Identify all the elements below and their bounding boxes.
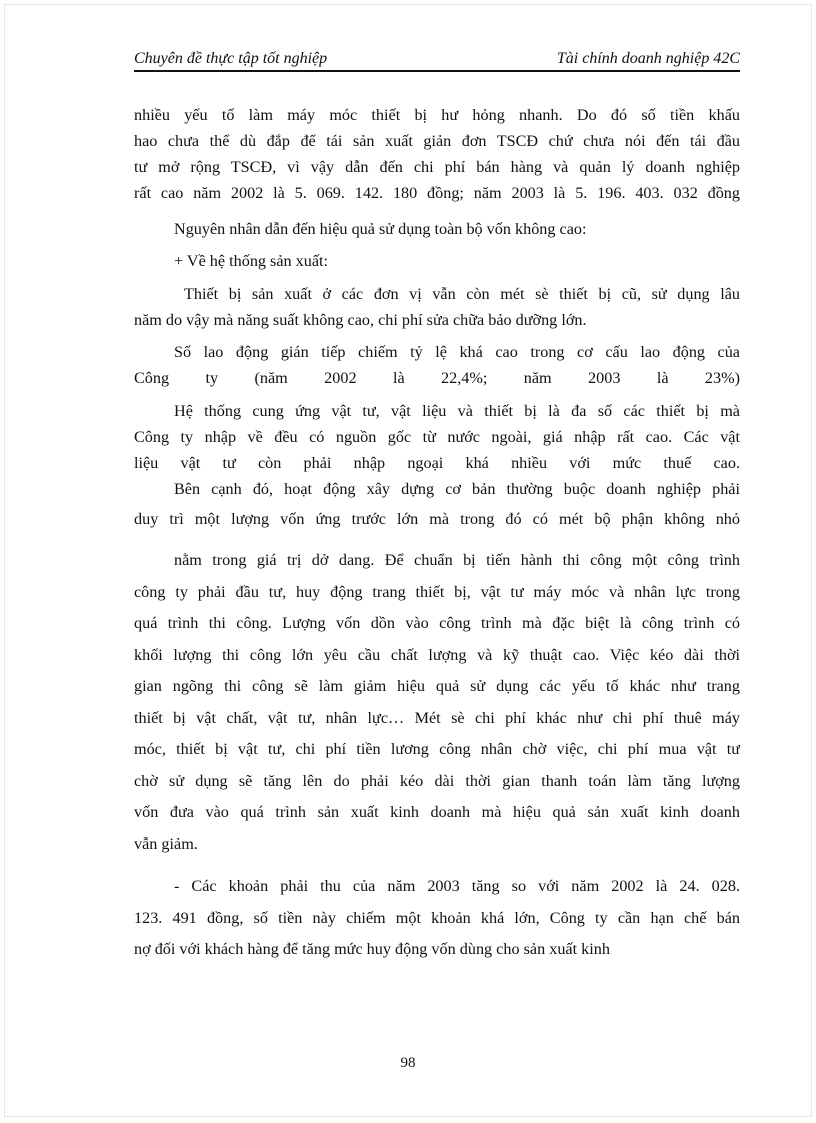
text-line: vốn đưa vào quá trình sản xuất kinh doanh mà hiệu quả sản xuất kinh doanh	[134, 803, 740, 821]
text-line: duy trì một lượng vốn ứng trước lớn mà trong đó có mét bộ phận không nhỏ	[134, 510, 740, 528]
text-line: Thiết bị sản xuất ở các đơn vị vẫn còn mét sè thiết bị cũ, sử dụng lâu	[184, 285, 740, 303]
word: 23%)	[704, 369, 740, 387]
paragraph-receivables	[134, 871, 740, 966]
text-line: quá trình thi công. Lượng vốn dồn vào công trình mà đặc biệt là công trình có	[134, 614, 740, 632]
word: (năm	[254, 369, 288, 387]
paragraph-construction	[134, 545, 740, 860]
text-line: Công ty nhập về đều có nguồn gốc từ nước ngoài, giá nhập rất cao. Các vật	[134, 428, 740, 446]
word: năm	[523, 369, 552, 387]
word: là	[392, 369, 405, 387]
system-heading: + Về hệ thống sản xuất:	[174, 252, 329, 270]
text-line: 123. 491 đồng, số tiền này chiếm một khoản khá lớn, Công ty cần hạn chế bán	[134, 908, 740, 927]
text-line: nằm trong giá trị dở dang. Để chuẩn bị tiến hành thi công một công trình	[174, 551, 740, 569]
paragraph-equipment	[134, 281, 740, 333]
text-line: thiết bị vật chất, vật tư, nhân lực… Mét sè chi phí khác như chi phí thuê máy	[134, 708, 740, 727]
text-line: năm do vậy mà năng suất không cao, chi phí sửa chữa bảo dưỡng lớn.	[134, 311, 587, 329]
word: ty	[205, 369, 219, 387]
header-right: Tài chính doanh nghiệp 42C	[556, 50, 740, 67]
running-header	[134, 50, 740, 72]
header-left: Chuyên đề thực tập tốt nghiệp	[134, 50, 328, 67]
paragraph-depreciation	[134, 102, 740, 206]
paragraph-labor	[134, 339, 740, 391]
word: 2003	[588, 369, 621, 387]
cause-heading: Nguyên nhân dẫn đến hiệu quả sử dụng toàn bộ vốn không cao:	[174, 220, 587, 238]
text-line: - Các khoản phải thu của năm 2003 tăng so với năm 2002 là 24. 028.	[174, 877, 740, 895]
text-line: công ty phải đầu tư, huy động trang thiết bị, vật tư máy móc và nhân lực trong	[134, 582, 740, 601]
text-line: rất cao năm 2002 là 5. 069. 142. 180 đồng; năm 2003 là 5. 196. 403. 032 đồng	[134, 184, 740, 202]
word: Công	[134, 369, 170, 387]
word: là	[656, 369, 669, 387]
text-line: nhiều yếu tố làm máy móc thiết bị hư hỏng nhanh. Do đó số tiền khấu	[134, 106, 740, 124]
text-line: liệu vật tư còn phải nhập ngoại khá nhiều với mức thuế cao.	[134, 454, 740, 472]
text-line: gian ngõng thi công sẽ làm giảm hiệu quả sử dụng các yếu tố khác như trang	[134, 677, 740, 695]
text-line: hao chưa thể dù đắp để tái sản xuất giản đơn TSCĐ chứ chưa nói đến tái đầu	[134, 132, 740, 150]
page-number: 98	[400, 1055, 416, 1071]
text-line: chờ sử dụng sẽ tăng lên do phải kéo dài thời gian thanh toán làm tăng lượng	[134, 771, 740, 790]
word: 22,4%;	[441, 369, 488, 387]
text-line: khối lượng thi công lớn yêu cầu chất lượng và kỹ thuật cao. Việc kéo dài thời	[134, 645, 740, 664]
labor-ratio-line	[134, 365, 740, 391]
text-line: vẫn giảm.	[134, 834, 198, 853]
text-line: tư mở rộng TSCĐ, vì vậy dẫn đến chi phí bán hàng và quản lý doanh nghiệp	[134, 158, 740, 176]
cause-heading-block	[134, 216, 740, 242]
text-line: Bên cạnh đó, hoạt động xây dựng cơ bản thường buộc doanh nghiệp phải	[174, 480, 740, 498]
text-line: Hệ thống cung ứng vật tư, vật liệu và thiết bị là đa số các thiết bị mà	[174, 402, 740, 420]
word: 2002	[324, 369, 357, 387]
text-line: móc, thiết bị vật tư, chi phí tiền lương công nhân chờ việc, chi phí mua vật tư	[134, 740, 740, 758]
paragraph-supply	[134, 398, 740, 532]
text-line: Số lao động gián tiếp chiếm tỷ lệ khá cao trong cơ cấu lao động của	[174, 343, 740, 361]
system-heading-block	[134, 248, 740, 274]
text-line: nợ đối với khách hàng để tăng mức huy động vốn dùng cho sản xuất kinh	[134, 940, 610, 958]
